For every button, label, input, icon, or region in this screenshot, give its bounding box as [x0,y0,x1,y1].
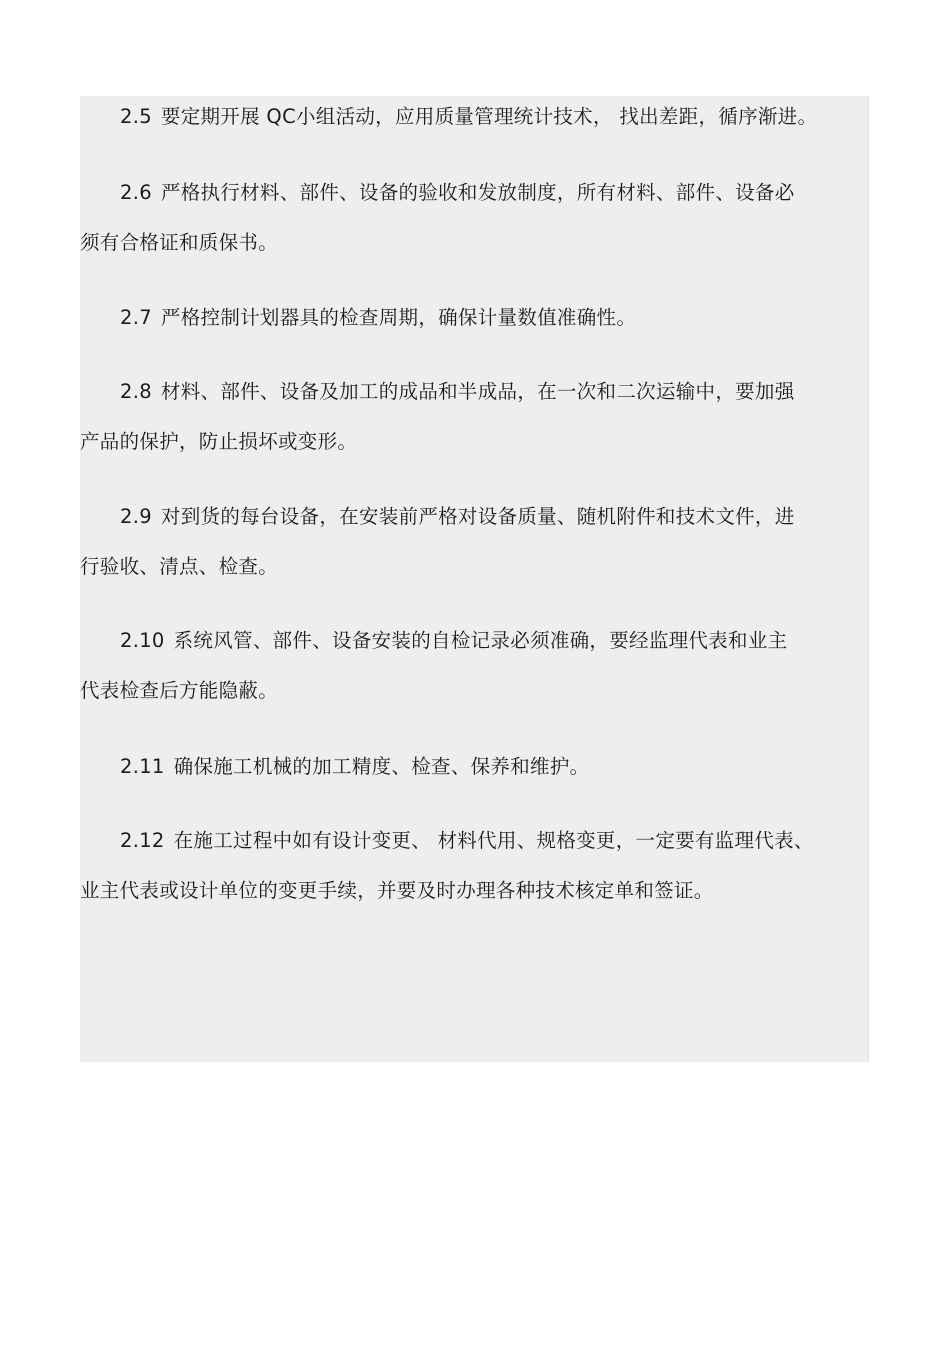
content-panel [80,96,869,1062]
paragraph-2-12 [80,816,860,916]
paragraph-text: 材料、部件、设备及加工的成品和半成品，在一次和二次运输中，要加强 [160,380,795,403]
paragraph-number: 2.9 [120,505,152,528]
paragraph-number: 2.6 [120,181,152,204]
paragraph-2-8 [80,367,860,467]
paragraph-number: 2.11 [120,755,165,778]
paragraph-text: 严格控制计划器具的检查周期，确保计量数值准确性。 [160,306,637,329]
paragraph-2-10 [80,616,860,716]
paragraph-number: 2.7 [120,306,152,329]
paragraph-number: 2.12 [120,829,165,852]
paragraph-text: 系统风管、部件、设备安装的自检记录必须准确，要经监理代表和业主 [173,629,788,652]
paragraph-text-continued: 须有合格证和质保书。 [80,231,279,254]
paragraph-text-continued: 代表检查后方能隐蔽。 [80,679,279,702]
paragraph-text-continued: 产品的保护，防止损坏或变形。 [80,430,358,453]
paragraph-text-continued: 行验收、清点、检查。 [80,555,279,578]
paragraph-text: 确保施工机械的加工精度、检查、保养和维护。 [173,755,590,778]
paragraph-text: 严格执行材料、部件、设备的验收和发放制度，所有材料、部件、设备必 [160,181,795,204]
paragraph-number: 2.10 [120,629,165,652]
paragraph-number: 2.8 [120,380,152,403]
paragraph-2-9 [80,492,860,592]
paragraph-text: 要定期开展 QC小组活动，应用质量管理统计技术， 找出差距，循序渐进。 [160,105,818,128]
paragraph-2-11 [80,742,860,792]
paragraph-2-7 [80,293,860,343]
paragraph-number: 2.5 [120,105,152,128]
paragraph-text-continued: 业主代表或设计单位的变更手续，并要及时办理各种技术核定单和签证。 [80,879,714,902]
paragraph-text: 在施工过程中如有设计变更、 材料代用、规格变更，一定要有监理代表、 [173,829,814,852]
paragraph-2-5 [80,92,860,142]
paragraph-text: 对到货的每台设备，在安装前严格对设备质量、随机附件和技术文件，进 [160,505,795,528]
paragraph-2-6 [80,168,860,268]
